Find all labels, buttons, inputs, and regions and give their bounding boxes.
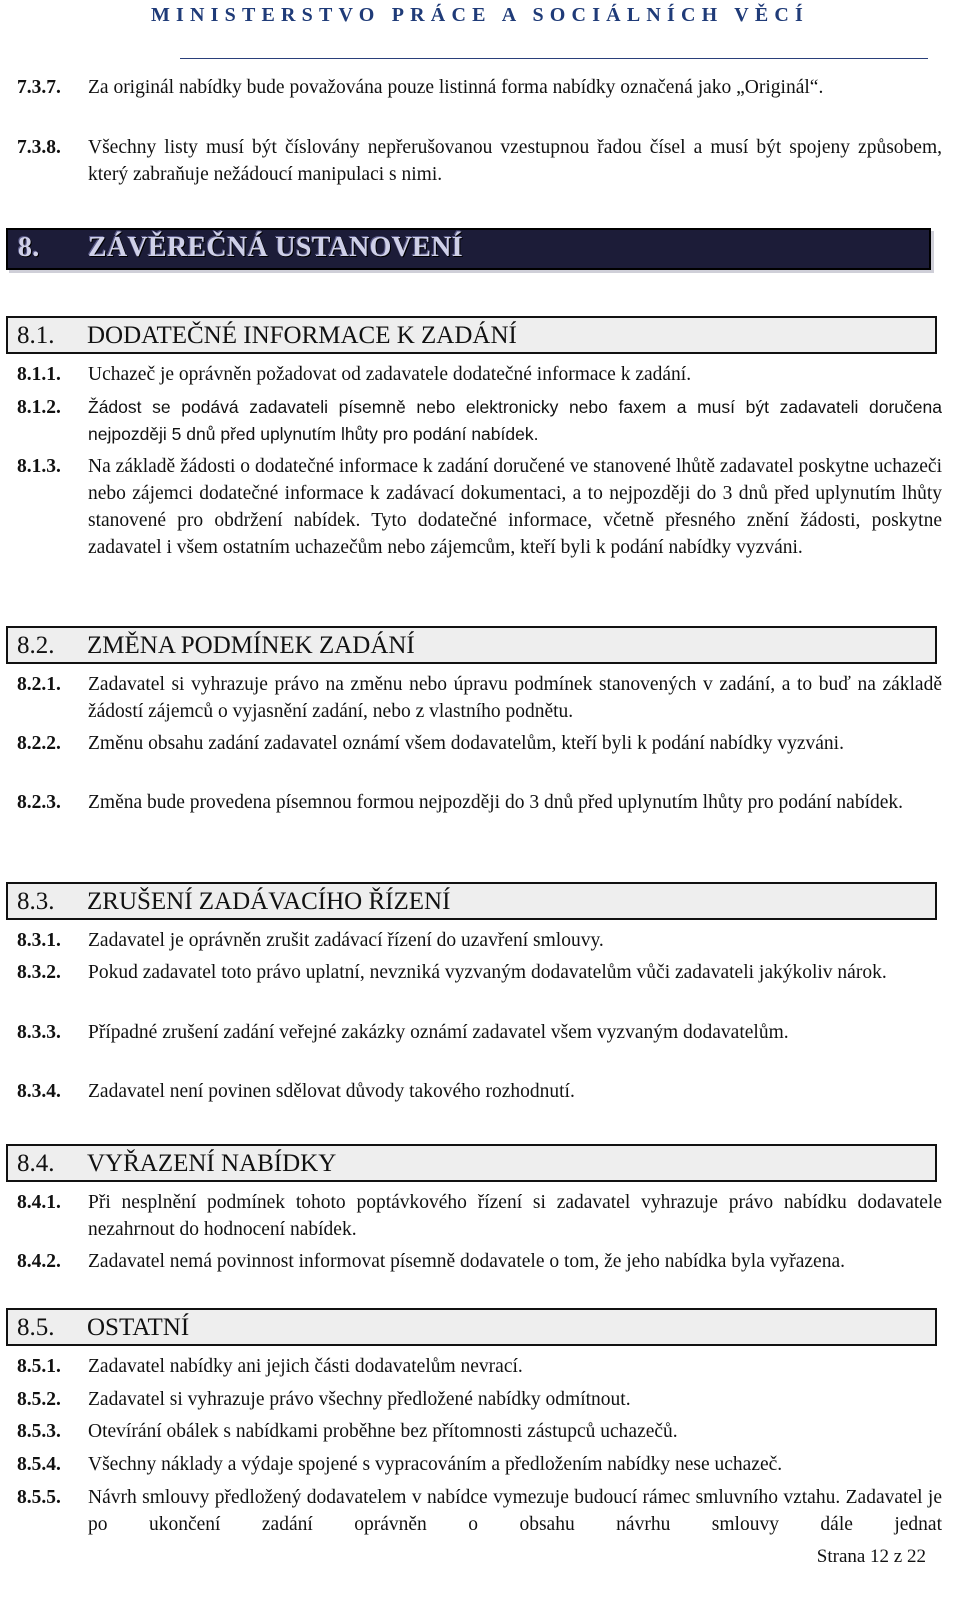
paragraph-text: Zadavatel si vyhrazuje právo na změnu nebo úpravu podmínek stanovených v zadání, a to buď na základě žádostí zájemců o vyjasnění zadání, nebo z vlastního podnětu. <box>88 674 942 722</box>
chapter-heading <box>6 228 931 270</box>
section-heading-8-2 <box>6 626 937 664</box>
section-title: OSTATNÍ <box>87 1314 190 1341</box>
paragraph-number: 8.3.1. <box>17 930 61 951</box>
paragraph-number: 7.3.7. <box>17 77 61 98</box>
chapter-title: ZÁVĚREČNÁ USTANOVENÍ <box>88 232 463 263</box>
paragraph-text: Zadavatel je oprávněn zrušit zadávací řízení do uzavření smlouvy. <box>88 930 604 951</box>
paragraph-text: Otevírání obálek s nabídkami proběhne bez přítomnosti zástupců uchazečů. <box>88 1421 678 1442</box>
paragraph-number: 8.5.3. <box>17 1421 61 1442</box>
paragraph-8-4-1 <box>17 1189 942 1243</box>
paragraph-8-5-4 <box>17 1451 942 1478</box>
section-number: 8.4. <box>17 1150 55 1177</box>
paragraph-8-5-2 <box>17 1386 942 1413</box>
section-heading-8-1 <box>6 316 937 354</box>
section-number: 8.1. <box>17 322 55 349</box>
paragraph-number: 8.3.3. <box>17 1022 61 1043</box>
paragraph-number: 8.5.1. <box>17 1356 61 1377</box>
paragraph-number: 8.2.1. <box>17 674 61 695</box>
paragraph-text: Všechny listy musí být číslovány nepřerušovanou vzestupnou řadou čísel a musí být spojeny způsobem, který zabraňuje nežádoucí manipulaci s nimi. <box>88 137 942 185</box>
paragraph-number: 8.1.1. <box>17 364 61 385</box>
paragraph-8-5-3 <box>17 1418 942 1445</box>
paragraph-8-1-2 <box>17 394 942 448</box>
paragraph-text: Všechny náklady a výdaje spojené s vypracováním a předložením nabídky nese uchazeč. <box>88 1454 783 1475</box>
paragraph-8-3-2 <box>17 959 942 986</box>
paragraph-text: Za originál nabídky bude považována pouze listinná forma nabídky označená jako „Originál“. <box>88 77 824 98</box>
paragraph-8-3-1 <box>17 927 942 954</box>
paragraph-text: Změnu obsahu zadání zadavatel oznámí všem dodavatelům, kteří byli k podání nabídky vyzváni. <box>88 733 844 754</box>
paragraph-8-1-1 <box>17 361 942 388</box>
ministry-header: MINISTERSTVO PRÁCE A SOCIÁLNÍCH VĚCÍ <box>150 4 810 26</box>
section-heading-8-3 <box>6 882 937 920</box>
paragraph-number: 8.2.3. <box>17 792 61 813</box>
section-heading-8-5 <box>6 1308 937 1346</box>
chapter-number: 8. <box>18 232 40 263</box>
paragraph-text: Žádost se podává zadavateli písemně nebo elektronicky nebo faxem a musí být zadavateli doručena nejpozději 5 dnů před uplynutím lhůty pro podání nabídek. <box>88 397 942 444</box>
paragraph-text: Na základě žádosti o dodatečné informace k zadání doručené ve stanovené lhůtě zadavatel poskytne uchazeči nebo zájemci dodatečné informace k zadávací dokumentaci, a to nejpozději do 3 dnů před uplynutím lhůty stanovené pro obdržení nabídek. Tyto dodatečné informace, včetně přesného znění žádosti, poskytne zadavatel i všem ostatním uchazečům nebo zájemcům, kteří byli k podání nabídky vyzváni. <box>88 456 942 558</box>
paragraph-number: 8.5.4. <box>17 1454 61 1475</box>
section-title: VYŘAZENÍ NABÍDKY <box>87 1150 337 1177</box>
section-title: DODATEČNÉ INFORMACE K ZADÁNÍ <box>87 322 517 349</box>
paragraph-number: 8.4.2. <box>17 1251 61 1272</box>
paragraph-text: Změna bude provedena písemnou formou nejpozději do 3 dnů před uplynutím lhůty pro podání nabídek. <box>88 792 904 813</box>
paragraph-text: Zadavatel nabídky ani jejich části dodavatelům nevrací. <box>88 1356 523 1377</box>
paragraph-text: Případné zrušení zadání veřejné zakázky oznámí zadavatel všem vyzvaným dodavatelům. <box>88 1022 789 1043</box>
paragraph-number: 8.1.3. <box>17 456 61 477</box>
paragraph-8-2-3 <box>17 789 942 816</box>
paragraph-number: 8.3.2. <box>17 962 61 983</box>
paragraph-8-5-5 <box>17 1484 942 1538</box>
paragraph-7-3-8 <box>17 134 942 188</box>
paragraph-number: 8.5.2. <box>17 1389 61 1410</box>
section-title: ZMĚNA PODMÍNEK ZADÁNÍ <box>87 632 415 659</box>
paragraph-text: Návrh smlouvy předložený dodavatelem v nabídce vymezuje budoucí rámec smluvního vztahu. Zadavatel je po ukončení zadání oprávněn o obsahu návrhu smlouvy dále jednat <box>88 1487 942 1535</box>
paragraph-text: Zadavatel nemá povinnost informovat písemně dodavatele o tom, že jeho nabídka byla vyřazena. <box>88 1251 845 1272</box>
paragraph-text: Zadavatel si vyhrazuje právo všechny předložené nabídky odmítnout. <box>88 1389 631 1410</box>
paragraph-text: Zadavatel není povinen sdělovat důvody takového rozhodnutí. <box>88 1081 575 1102</box>
paragraph-8-4-2 <box>17 1248 942 1275</box>
paragraph-number: 7.3.8. <box>17 137 61 158</box>
paragraph-8-2-2 <box>17 730 942 757</box>
header-divider <box>180 58 928 59</box>
section-number: 8.5. <box>17 1314 55 1341</box>
paragraph-number: 8.1.2. <box>17 397 61 418</box>
section-number: 8.3. <box>17 888 55 915</box>
paragraph-number: 8.3.4. <box>17 1081 61 1102</box>
section-number: 8.2. <box>17 632 55 659</box>
paragraph-7-3-7 <box>17 74 942 101</box>
paragraph-8-3-3 <box>17 1019 942 1046</box>
paragraph-8-3-4 <box>17 1078 942 1105</box>
paragraph-number: 8.4.1. <box>17 1192 61 1213</box>
paragraph-number: 8.5.5. <box>17 1487 61 1508</box>
paragraph-8-1-3 <box>17 453 942 561</box>
paragraph-8-5-1 <box>17 1353 942 1380</box>
section-title: ZRUŠENÍ ZADÁVACÍHO ŘÍZENÍ <box>87 888 451 915</box>
paragraph-text: Při nesplnění podmínek tohoto poptávkového řízení si zadavatel vyhrazuje právo nabídku dodavatele nezahrnout do hodnocení nabídek. <box>88 1192 942 1240</box>
page-number: Strana 12 z 22 <box>816 1546 926 1567</box>
paragraph-8-2-1 <box>17 671 942 725</box>
paragraph-number: 8.2.2. <box>17 733 61 754</box>
section-heading-8-4 <box>6 1144 937 1182</box>
paragraph-text: Uchazeč je oprávněn požadovat od zadavatele dodatečné informace k zadání. <box>88 364 692 385</box>
paragraph-text: Pokud zadavatel toto právo uplatní, nevzniká vyzvaným dodavatelům vůči zadavateli jakýkoliv nárok. <box>88 962 887 983</box>
